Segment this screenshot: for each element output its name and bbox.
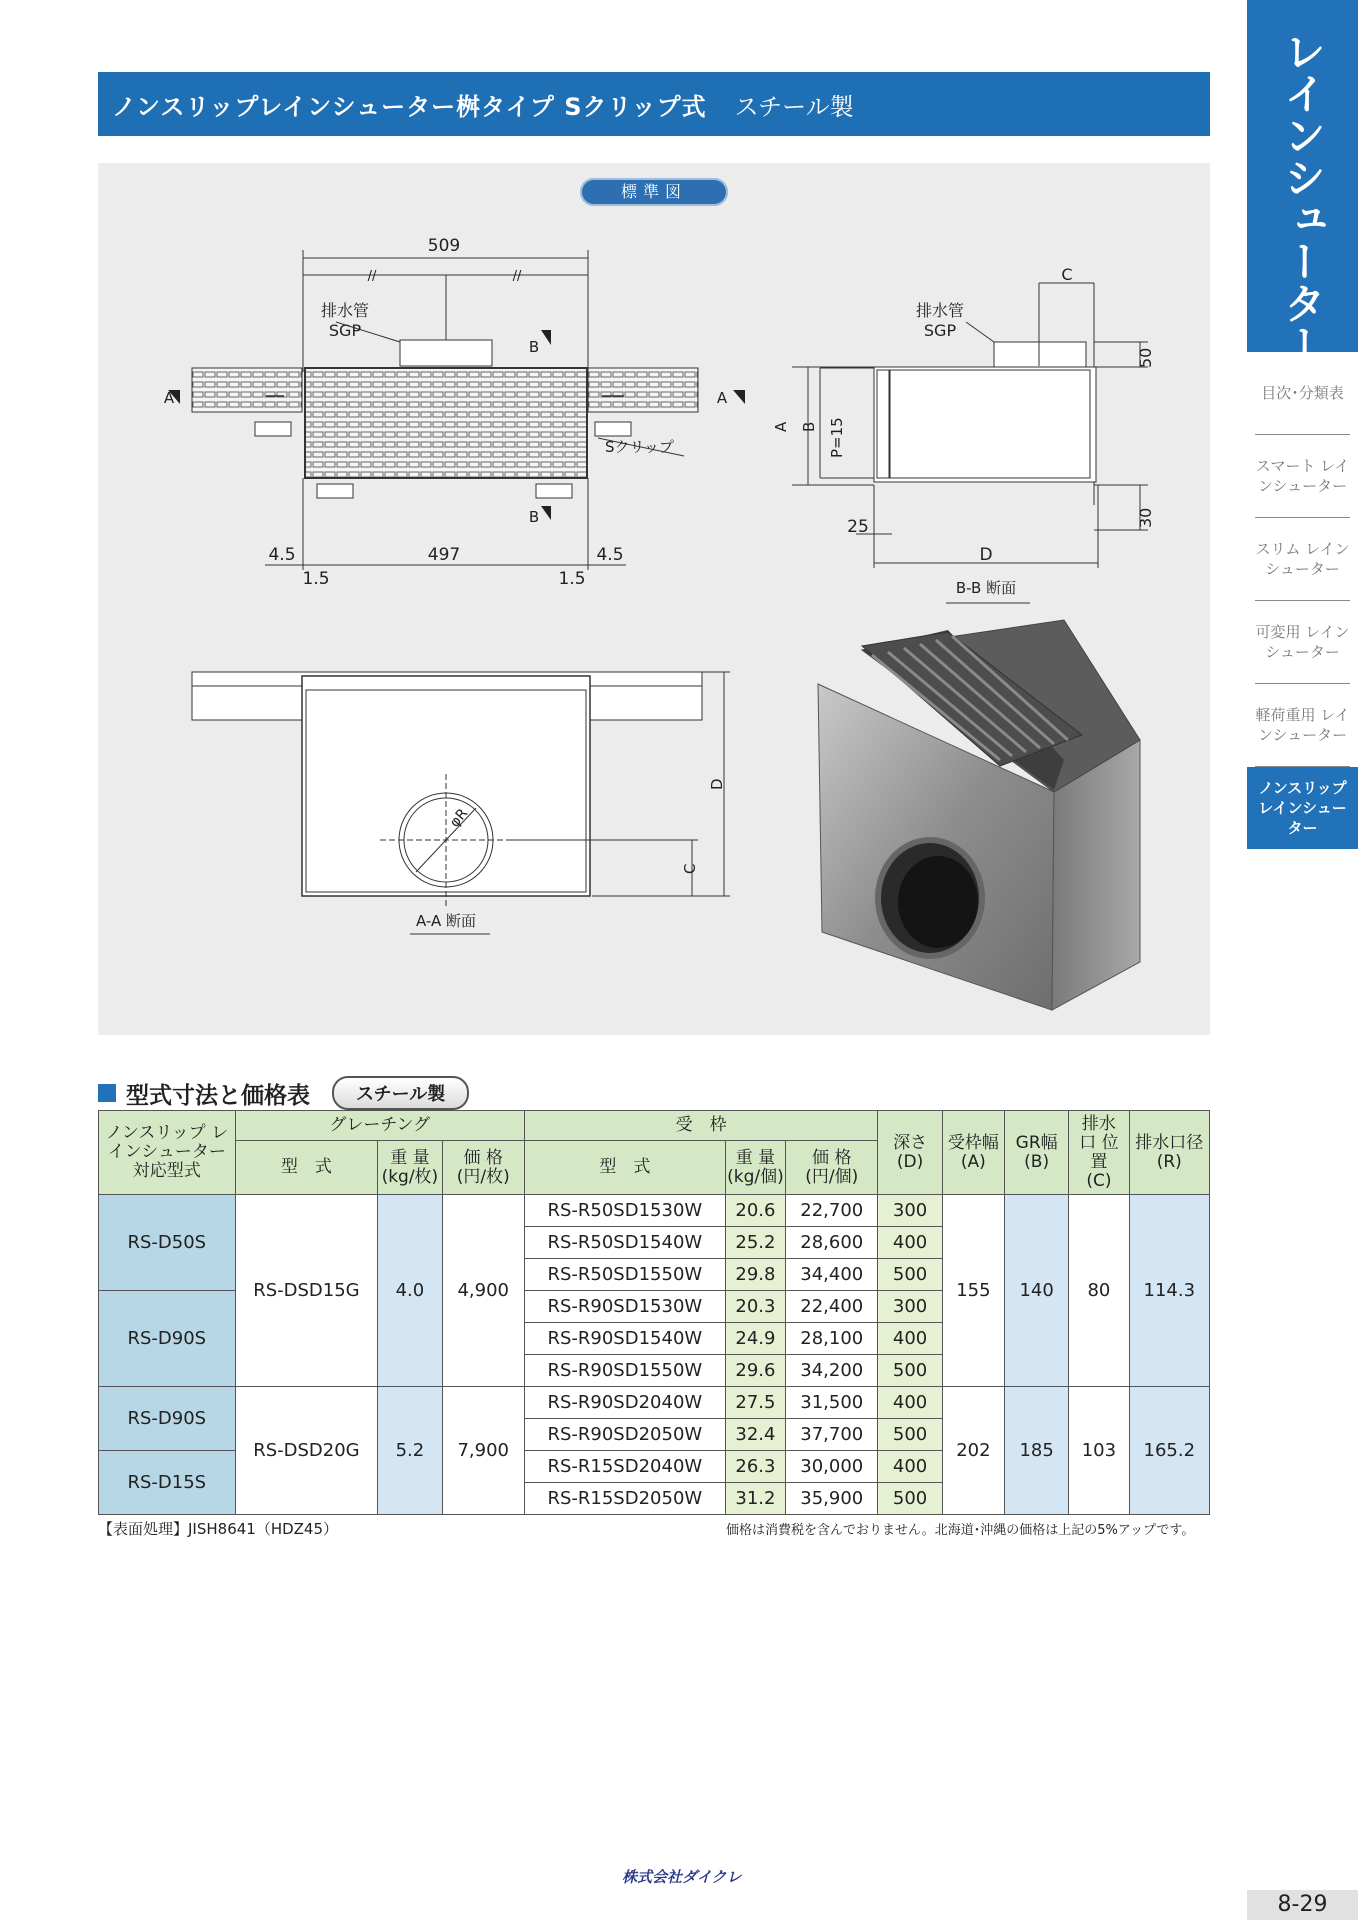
page-subtitle: スチール製 [734,92,854,121]
frame-weight-cell: 29.6 [725,1355,785,1387]
header-frame-price: 価 格 (円/個) [786,1141,878,1195]
plan-section-a-right: A [716,389,728,407]
frame-weight-cell: 26.3 [725,1451,785,1483]
depth-cell: 400 [878,1451,942,1483]
nav-item-label: 可変用 レインシューター [1255,623,1350,661]
nav-item-label: ノンスリップ レインシューター [1258,779,1347,837]
drain-pos-cell: 80 [1069,1195,1129,1387]
plan-section-b-bottom: B [528,508,540,526]
plan-drain-label-1: 排水管 [320,301,370,320]
price-note: 価格は消費税を含んでおりません。北海道･沖縄の価格は上記の5%アップです。 [726,1523,1195,1538]
aa-section [192,672,730,934]
bb-dim-c: C [1061,265,1073,284]
aa-dim-c: C [681,863,699,874]
header-grating-type: 型 式 [235,1141,378,1195]
nav-item-label: スリム レインシューター [1255,540,1350,578]
frame-type-cell: RS-R15SD2050W [524,1483,725,1515]
page-number: 8-29 [1247,1890,1358,1920]
frame-type-cell: RS-R50SD1550W [524,1259,725,1291]
nav-item-label: 目次･分類表 [1261,384,1344,402]
nav-item-label: 軽荷重用 レインシューター [1255,706,1350,744]
grating-price-cell: 4,900 [442,1195,524,1387]
gr-width-cell: 185 [1005,1387,1069,1515]
frame-type-cell: RS-R90SD1530W [524,1291,725,1323]
plan-break-left: // [367,269,377,284]
bb-dim-a: A [772,421,790,432]
frame-weight-cell: 29.8 [725,1259,785,1291]
standard-drawing-badge: 標準図 [580,178,728,206]
frame-type-cell: RS-R90SD2040W [524,1387,725,1419]
grating-type-cell: RS-DSD15G [235,1195,378,1387]
plan-dim-gap-left: 1.5 [302,569,330,589]
spec-price-table [98,1110,1210,1515]
depth-cell: 500 [878,1419,942,1451]
header-frame: 受 枠 [524,1111,878,1141]
header-drain-pos: 排水口 位 置 (C) [1069,1111,1129,1195]
header-gr-width: GR幅 (B) [1005,1111,1069,1195]
frame-type-cell: RS-R15SD2040W [524,1451,725,1483]
aa-caption: A-A 断面 [415,912,477,930]
grating-price-cell: 7,900 [442,1387,524,1515]
frame-price-cell: 22,700 [786,1195,878,1227]
header-grating: グレーチング [235,1111,524,1141]
frame-type-cell: RS-R90SD1550W [524,1355,725,1387]
plan-break-right: // [512,269,522,284]
bb-drain-label-2: SGP [923,321,957,340]
header-frame-weight: 重 量 (kg/個) [725,1141,785,1195]
compat-cell: RS-D50S [99,1195,236,1291]
plan-dim-total: 509 [427,236,461,256]
frame-price-cell: 30,000 [786,1451,878,1483]
header-grating-price: 価 格 (円/枚) [442,1141,524,1195]
depth-cell: 400 [878,1387,942,1419]
frame-type-cell: RS-R50SD1530W [524,1195,725,1227]
aa-dim-d: D [708,778,726,790]
frame-weight-cell: 32.4 [725,1419,785,1451]
header-compat: ノンスリップ レインシューター 対応型式 [99,1111,236,1195]
frame-price-cell: 28,600 [786,1227,878,1259]
grating-weight-cell: 5.2 [378,1387,442,1515]
depth-cell: 500 [878,1259,942,1291]
nav-item-label: スマート レインシューター [1255,457,1350,495]
compat-cell: RS-D90S [99,1387,236,1451]
aa-dim-r: φR [446,805,472,831]
grating-type-cell: RS-DSD20G [235,1387,378,1515]
header-frame-type: 型 式 [524,1141,725,1195]
compat-cell: RS-D90S [99,1291,236,1387]
frame-weight-cell: 31.2 [725,1483,785,1515]
product-image [818,620,1140,1010]
frame-weight-cell: 20.6 [725,1195,785,1227]
frame-price-cell: 35,900 [786,1483,878,1515]
plan-section-b-top: B [528,338,540,356]
grating-weight-cell: 4.0 [378,1195,442,1387]
frame-weight-cell: 24.9 [725,1323,785,1355]
frame-price-cell: 28,100 [786,1323,878,1355]
frame-weight-cell: 20.3 [725,1291,785,1323]
frame-price-cell: 22,400 [786,1291,878,1323]
table-row [99,1387,1210,1419]
frame-price-cell: 37,700 [786,1419,878,1451]
header-depth: 深さ (D) [878,1111,942,1195]
header-drain-dia: 排水口径 (R) [1129,1111,1209,1195]
plan-dim-inner: 497 [427,545,461,565]
bb-dim-30: 30 [1136,507,1155,528]
depth-cell: 300 [878,1291,942,1323]
frame-weight-cell: 27.5 [725,1387,785,1419]
bb-drain-label-1: 排水管 [915,301,965,320]
bb-dim-25: 25 [847,517,869,537]
bb-dim-b: B [800,421,818,432]
depth-cell: 400 [878,1227,942,1259]
surface-treatment-note: 【表面処理】JISH8641（HDZ45） [98,1520,339,1538]
bullet-square-icon [98,1084,116,1102]
depth-cell: 500 [878,1355,942,1387]
material-pill: スチール製 [332,1076,469,1110]
depth-cell: 300 [878,1195,942,1227]
frame-price-cell: 34,400 [786,1259,878,1291]
frame-width-cell: 202 [942,1387,1004,1515]
frame-type-cell: RS-R50SD1540W [524,1227,725,1259]
page-title: ノンスリップレインシューター桝タイプ Sクリップ式 [112,92,707,121]
depth-cell: 500 [878,1483,942,1515]
plan-drain-label-2: SGP [328,321,362,340]
bb-dim-p: P=15 [828,417,846,458]
frame-weight-cell: 25.2 [725,1227,785,1259]
drain-dia-cell: 165.2 [1129,1387,1209,1515]
compat-cell: RS-D15S [99,1451,236,1515]
plan-section-a-left: A [163,389,175,407]
company-logo: 株式会社ダイクレ [622,1868,742,1886]
depth-cell: 400 [878,1323,942,1355]
bb-dim-d: D [979,545,993,565]
bb-caption: B-B 断面 [955,579,1017,597]
table-section-title [98,1076,469,1110]
header-frame-width: 受枠幅 (A) [942,1111,1004,1195]
header-grating-weight: 重 量 (kg/枚) [378,1141,442,1195]
side-category-text: レインシューター [1278,30,1327,366]
bb-dim-50: 50 [1136,347,1155,368]
frame-price-cell: 34,200 [786,1355,878,1387]
plan-dim-side-left: 4.5 [268,545,296,565]
plan-dim-gap-right: 1.5 [558,569,586,589]
plan-dim-side-right: 4.5 [596,545,624,565]
frame-price-cell: 31,500 [786,1387,878,1419]
frame-width-cell: 155 [942,1195,1004,1387]
plan-clip-label: Sクリップ [605,438,674,456]
frame-type-cell: RS-R90SD1540W [524,1323,725,1355]
drain-pos-cell: 103 [1069,1387,1129,1515]
frame-type-cell: RS-R90SD2050W [524,1419,725,1451]
table-section-text: 型式寸法と価格表 [126,1082,310,1109]
plan-view [192,250,698,570]
gr-width-cell: 140 [1005,1195,1069,1387]
drain-dia-cell: 114.3 [1129,1195,1209,1387]
table-row [99,1195,1210,1227]
